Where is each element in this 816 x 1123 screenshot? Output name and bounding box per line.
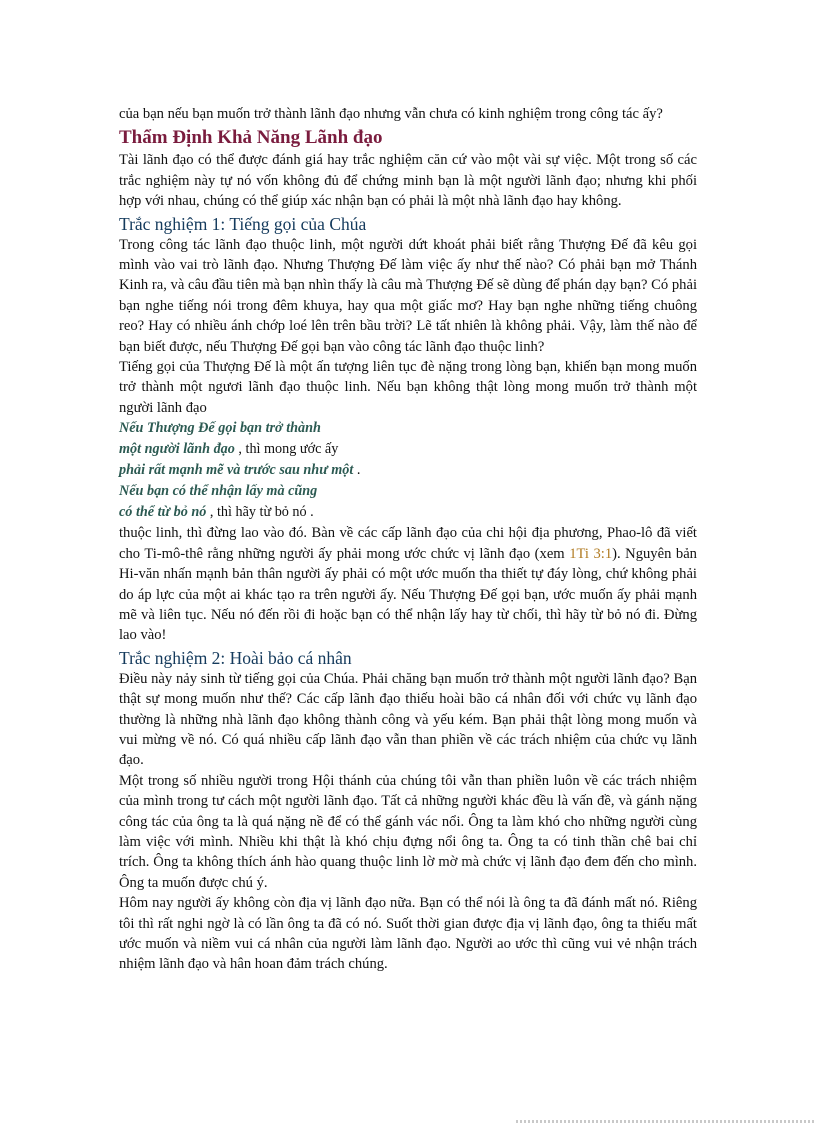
document-page [119,104,697,975]
section-title: Thẩm Định Khả Năng Lãnh đạo [119,127,383,149]
verse-line: phải rất mạnh mẽ và trước sau như một . [119,462,361,479]
verse-block [119,418,697,523]
verse-line: Nếu Thượng Đế gọi bạn trở thành [119,420,321,437]
test2-paragraph-2: Một trong số nhiều người trong Hội thánh của chúng tôi vẫn than phiền luôn về các trách nhiệm của mình trong tư cách một người lãnh đạo. Tất cả những người khác đều là vấn đề, và gánh nặng công tác của ông ta là quá nặng nề để có thể gánh vác nổi. Ông ta làm khó cho những người cùng làm việc với mình. Nhiều khi thật là khó chịu đựng nổi ông ta. Ông ta có tinh thần chê bai chỉ trích. Ông ta không thích ánh hào quang thuộc linh lờ mờ mà chức vị lãnh đạo đem đến cho mình. Ông ta muốn được chú ý. [119,772,697,891]
scripture-reference-link[interactable]: 1Ti 3:1 [569,545,613,562]
section-intro: Tài lãnh đạo có thể được đánh giá hay trắc nghiệm căn cứ vào một vài sự việc. Một trong số các trắc nghiệm này tự nó vốn không đủ để chứng minh bạn là một người lãnh đạo; nhưng khi phối hợp với nhau, chúng có thể giúp xác nhận bạn có phải là một nhà lãnh đạo hay không. [119,152,697,210]
verse-line: có thể từ bỏ nó , thì hãy từ bỏ nó . [119,504,314,521]
intro-fragment: của bạn nếu bạn muốn trở thành lãnh đạo nhưng vẫn chưa có kinh nghiệm trong công tác ấy? [119,106,663,122]
test2-paragraph-1: Điều này nảy sinh từ tiếng gọi của Chúa. Phải chăng bạn muốn trở thành một người lãnh đạo? Bạn thật sự mong muốn như thế? Các cấp lãnh đạo thiếu hoài bão cá nhân đối với chức vụ lãnh đạo thường là những nhà lãnh đạo không thành công và yếu kém. Bạn phải thật lòng mong muốn và vui mừng về nó. Có quá nhiều cấp lãnh đạo vẫn than phiền về các trách nhiệm của chức vụ lãnh đạo. [119,670,697,769]
test1-title: Trắc nghiệm 1: Tiếng gọi của Chúa [119,213,367,234]
test2-paragraph-3: Hôm nay người ấy không còn địa vị lãnh đạo nữa. Bạn có thể nói là ông ta đã đánh mất nó. Riêng tôi thì rất nghi ngờ là có lần ông ta đã có nó. Suốt thời gian được địa vị lãnh đạo, ông ta thiếu mất ước muốn và niềm vui cá nhân của người làm lãnh đạo. Người ao ước thì cũng vui vẻ nhận trách nhiệm lãnh đạo và hân hoan đảm trách chúng. [119,895,697,973]
test2-title: Trắc nghiệm 2: Hoài bảo cá nhân [119,647,352,668]
verse-line: Nếu bạn có thể nhận lấy mà cũng [119,483,318,500]
test1-paragraph-3: thuộc linh, thì đừng lao vào đó. Bàn về các cấp lãnh đạo của chi hội địa phương, Phao-lô đã viết cho Ti-mô-thê rằng những người ấy phải mong ước chức vị lãnh đạo (xem 1Ti 3:1). Nguyên bản Hi-văn nhấn mạnh bản thân người ấy phải có một ước muốn tha thiết tự đáy lòng, chứ không phải do áp lực của một ai khác tạo ra trên người ấy. Nếu Thượng Đế gọi bạn, ước muốn ấy phải mạnh mẽ và liên tục. Nếu nó đến rồi đi hoặc bạn có thể nhận lấy hay từ chối, thì hãy từ bỏ nó đi. Đừng lao vào! [119,525,697,644]
verse-line: một người lãnh đạo , thì mong ước ấy [119,441,339,458]
test1-paragraph-2: Tiếng gọi của Thượng Đế là một ấn tượng liên tục đè nặng trong lòng bạn, khiến bạn mong muốn trở thành một ngươi lãnh đạo thuộc linh. Nếu bạn không thật lòng mong muốn trở thành một người lãnh đạo [119,359,697,416]
test1-paragraph-1: Trong công tác lãnh đạo thuộc linh, một người dứt khoát phải biết rằng Thượng Đế đã kêu gọi mình vào vai trò lãnh đạo. Nhưng Thượng Đế làm việc ấy như thế nào? Có phải bạn mở Thánh Kinh ra, và câu đầu tiên mà bạn nhìn thấy là câu mà Thượng Đế sẽ dùng để phán dạy bạn? Có phải bạn nghe tiếng nói trong đêm khuya, hay qua một giấc mơ? Hay bạn nghe những tiếng chuông reo? Hay có nhiều ánh chớp loé lên trên bầu trời? Lẽ tất nhiên là không phải. Vậy, làm thế nào để bạn biết được, nếu Thượng Đế gọi bạn vào công tác lãnh đạo thuộc linh? [119,236,697,355]
